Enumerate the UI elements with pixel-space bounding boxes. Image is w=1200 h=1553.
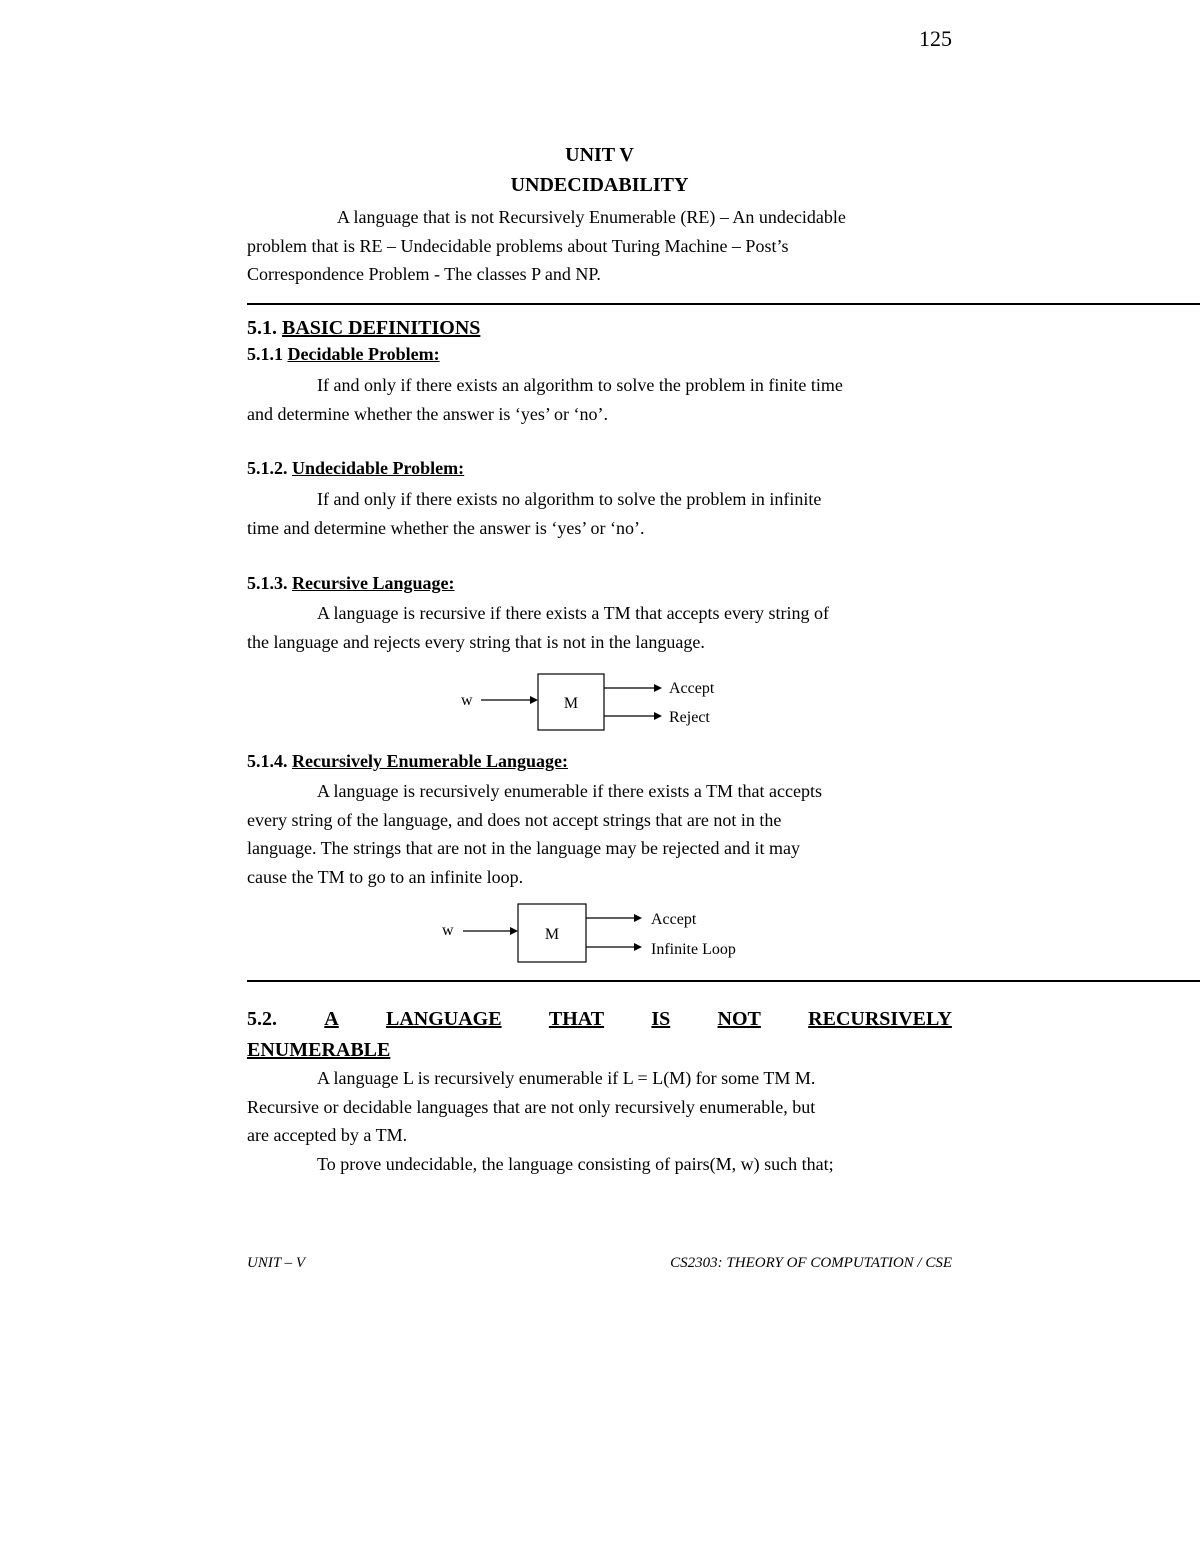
subsection-heading-5-1-3: 5.1.3. Recursive Language: — [247, 573, 455, 593]
text-line: A language is recursive if there exists a TM that accepts every string of — [317, 603, 829, 623]
text-line: are accepted by a TM. — [247, 1125, 408, 1145]
page-number: 125 — [919, 26, 952, 51]
definition-decidable — [247, 371, 952, 428]
unit-intro — [247, 203, 952, 289]
text-line: and determine whether the answer is ‘yes’ or ‘no’. — [247, 403, 609, 424]
text-line: cause the TM to go to an infinite loop. — [247, 866, 524, 887]
reject-label: Reject — [669, 709, 710, 726]
section-heading-5-2 — [247, 1004, 952, 1066]
footer-left: UNIT – V — [247, 1255, 306, 1271]
intro-line: problem that is RE – Undecidable problems about Turing Machine – Post’s — [247, 235, 789, 256]
arrow-head — [654, 684, 662, 692]
text-line: Recursive or decidable languages that are not only recursively enumerable, but — [247, 1096, 816, 1117]
arrow-head — [654, 712, 662, 720]
machine-label: M — [563, 695, 579, 712]
heading-word: RECURSIVELY — [808, 1008, 952, 1030]
unit-title: UNIT V — [565, 144, 634, 166]
heading-word: 5.2. — [247, 1008, 277, 1030]
definition-undecidable — [247, 485, 952, 542]
heading-word: IS — [651, 1008, 671, 1030]
heading-word: THAT — [548, 1008, 605, 1030]
recursive-tm-diagram — [440, 668, 760, 738]
heading-word: ENUMERABLE — [247, 1039, 391, 1061]
footer-right: CS2303: THEORY OF COMPUTATION / CSE — [670, 1255, 952, 1271]
intro-line: Correspondence Problem - The classes P and NP. — [247, 264, 601, 284]
text-line: language. The strings that are not in the language may be rejected and it may — [247, 838, 800, 858]
accept-label: Accept — [669, 680, 715, 697]
section-divider — [247, 980, 1200, 982]
text-line: the language and rejects every string that is not in the language. — [247, 631, 705, 652]
arrow-head — [530, 696, 538, 704]
heading-word: LANGUAGE — [386, 1008, 502, 1030]
definition-recursive — [247, 599, 952, 656]
text-line: To prove undecidable, the language consisting of pairs(M, w) such that; — [317, 1153, 834, 1174]
subsection-heading-5-1-1: 5.1.1 Decidable Problem: — [247, 344, 440, 364]
section-divider — [247, 303, 1200, 305]
text-line: time and determine whether the answer is ‘yes’ or ‘no’. — [247, 517, 645, 538]
heading-word: NOT — [717, 1008, 761, 1030]
unit-subtitle: UNDECIDABILITY — [510, 174, 689, 196]
text-line: every string of the language, and does not accept strings that are not in the — [247, 809, 782, 830]
text-line: A language is recursively enumerable if there exists a TM that accepts — [317, 781, 822, 801]
subsection-heading-5-1-4: 5.1.4. Recursively Enumerable Language: — [247, 751, 568, 771]
machine-label: M — [544, 926, 560, 943]
subsection-heading-5-1-2: 5.1.2. Undecidable Problem: — [247, 458, 465, 478]
section-heading-5-1: 5.1. BASIC DEFINITIONS — [247, 317, 481, 339]
text-line: A language L is recursively enumerable if L = L(M) for some TM M. — [317, 1068, 816, 1088]
accept-label: Accept — [651, 911, 697, 928]
re-tm-diagram — [420, 899, 780, 969]
definition-recursively-enumerable — [247, 777, 952, 891]
infinite-loop-label: Infinite Loop — [651, 941, 736, 958]
arrow-head — [510, 927, 518, 935]
text-line: If and only if there exists an algorithm to solve the problem in finite time — [317, 375, 843, 395]
section-5-2-paragraph — [247, 1064, 952, 1178]
arrow-head — [634, 914, 642, 922]
input-label: w — [461, 692, 473, 709]
intro-line: A language that is not Recursively Enumerable (RE) – An undecidable — [337, 207, 846, 227]
heading-word: A — [324, 1008, 339, 1030]
arrow-head — [634, 943, 642, 951]
text-line: If and only if there exists no algorithm to solve the problem in infinite — [317, 489, 822, 509]
input-label: w — [442, 922, 454, 939]
